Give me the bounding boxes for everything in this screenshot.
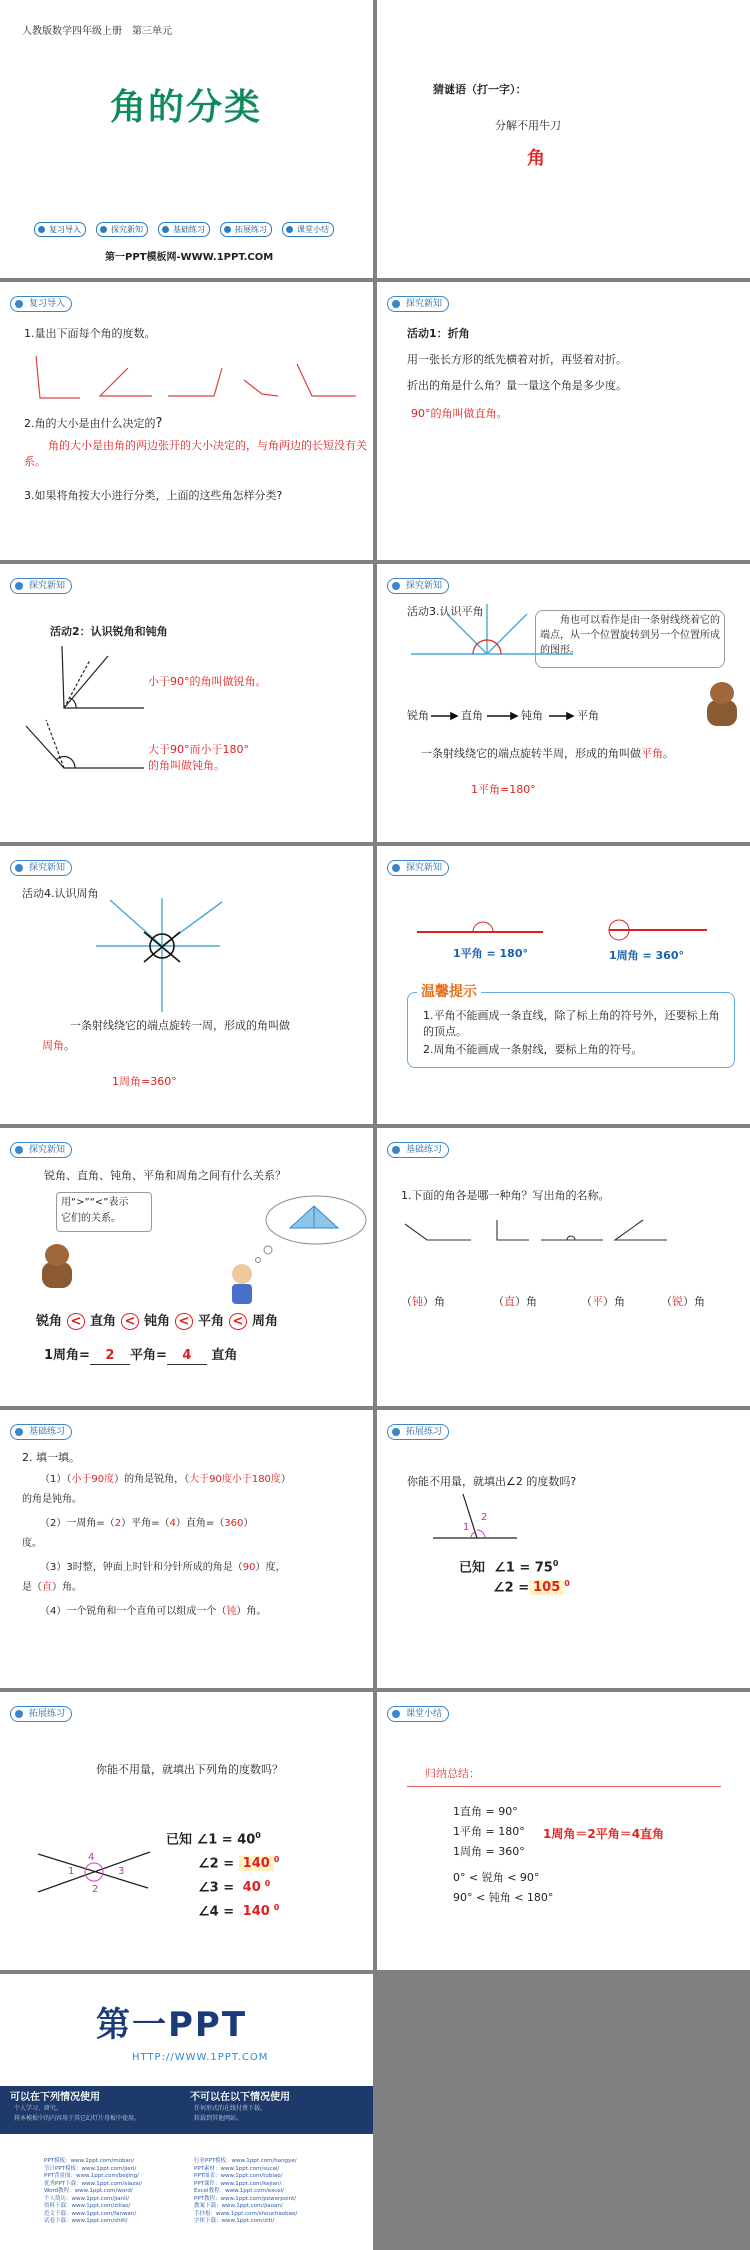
nav-extend[interactable]: 拓展练习 [220, 222, 272, 237]
given-line: 已知 ∠1 = $40^0$ [166, 1831, 261, 1848]
slide-summary[interactable] [377, 1692, 750, 1970]
heading-rule [407, 1786, 721, 1787]
answer-angle-3: ∠3 = 40 $^0$ [198, 1879, 271, 1896]
riddle-title: 猜谜语（打一字）： [433, 83, 527, 96]
label-4: 4 [88, 1852, 95, 1863]
item-2: （2）一周角=（2）平角=（4）直角=（360） [40, 1518, 254, 1529]
question-3: 3.如果将角按大小进行分类，上面的这些角怎样分类? [24, 489, 283, 502]
summary-line-1: 1直角 = 90° [453, 1805, 518, 1818]
label-2: 2 [92, 1884, 99, 1895]
slide-relationship[interactable] [0, 1128, 373, 1406]
nav-summary[interactable]: 课堂小结 [282, 222, 334, 237]
given-line: 已知 ∠1 = $75^0$ [459, 1559, 559, 1576]
section-tag: 探究新知 [387, 860, 449, 876]
label-1: 1 [68, 1866, 75, 1877]
question-2: 2.角的大小是由什么决定的? [24, 416, 163, 431]
nav-review[interactable]: 复习导入 [34, 222, 86, 237]
label-3: 3 [118, 1866, 125, 1877]
summary-relation: 1周角＝2平角＝4直角 [543, 1827, 665, 1841]
header-text: 人教版数学四年级上册 第三单元 [22, 26, 172, 37]
obtuse-definition-2: 的角叫做钝角。 [148, 759, 225, 772]
tip-2: 2.周角不能画成一条射线，要标上角的符号。 [423, 1043, 643, 1056]
answer-angle-2: ∠2 = 140 $^0$ [198, 1855, 280, 1872]
section-tag: 课堂小结 [387, 1706, 449, 1722]
item-1-end: 的角是钝角。 [22, 1494, 82, 1505]
answer-2: （直）角 [493, 1295, 537, 1308]
section-tag: 探究新知 [10, 1142, 72, 1158]
slide-fold-angle[interactable] [377, 282, 750, 560]
can-title: 可以在下列情况使用 [10, 2092, 100, 2103]
end-url[interactable]: HTTP://WWW.1PPT.COM [132, 2052, 269, 2063]
section-tag: 复习导入 [10, 296, 72, 312]
nav-explore[interactable]: 探究新知 [96, 222, 148, 237]
links-left[interactable]: PPT模板：www.1ppt.com/moban/ 节日PPT模板：www.1ppt.com/jieri/ PPT背景图：www.1ppt.com/beijing/ 优秀PPT下载：www.1ppt.com/xiazai/ Word教程：www.1ppt.com/word/ 个人简历：www.1ppt.com/jianli/ 资料下载：www.1ppt.com/ziliao/ 范文下载：www.1ppt.com/fanwen/ 试卷下载：www.1ppt.com/shiti/ [44, 2158, 143, 2224]
straight-angle-label: 1平角 = 180° [453, 947, 528, 960]
full-angle-definition: 一条射线绕它的端点旋转一周，形成的角叫做 [70, 1019, 290, 1032]
question: 2. 填一填。 [22, 1451, 80, 1464]
section-tag: 拓展练习 [10, 1706, 72, 1722]
section-tag: 探究新知 [10, 860, 72, 876]
chain-acute: 锐角 [407, 709, 429, 722]
section-tag: 探究新知 [387, 296, 449, 312]
full-angle-diagram [0, 846, 373, 1124]
summary-line-5: 90° < 钝角 < 180° [453, 1891, 554, 1904]
can-item-2: 将本模板中的内容用于其它幻灯片母板中使用。 [14, 2115, 141, 2122]
slide-title[interactable] [0, 0, 373, 278]
chain-right: 直角 [461, 709, 483, 722]
can-item-1: 个人学习、研究。 [14, 2105, 63, 2112]
chain-arrows [377, 564, 750, 842]
slide-fill-in[interactable] [0, 1410, 373, 1688]
chain-obtuse: 钝角 [521, 709, 543, 722]
relation-chain: 锐角 < 直角 < 钝角 < 平角 < 周角 [36, 1314, 278, 1329]
activity-title: 活动4.认识周角 [22, 887, 99, 900]
question: 你能不用量，就填出∠2 的度数吗? [407, 1475, 577, 1488]
item-2-end: 度。 [22, 1538, 42, 1549]
question-1: 1.量出下面每个角的度数。 [24, 327, 156, 340]
angle-label-1: 1 [463, 1522, 470, 1533]
summary-line-4: 0° < 锐角 < 90° [453, 1871, 540, 1884]
answer-1: （钝）角 [401, 1295, 445, 1308]
riddle-answer: 角 [527, 148, 545, 169]
angle-figures [377, 1128, 750, 1406]
cannot-item-2: 转载到其他网站。 [194, 2115, 243, 2122]
hint-bubble: 用“>”“<”表示 它们的关系。 [56, 1192, 152, 1232]
slide-end[interactable] [0, 1974, 373, 2250]
section-tag: 基础练习 [10, 1424, 72, 1440]
item-4: （4）一个锐角和一个直角可以组成一个（钝）角。 [40, 1606, 267, 1617]
relation-equation: 1周角= 2 平角= 4 直角 [44, 1348, 238, 1363]
activity-title: 活动1：折角 [407, 327, 470, 340]
riddle-text: 分解不用牛刀 [495, 119, 561, 132]
full-angle-label: 1周角 = 360° [609, 949, 684, 962]
angle-diagram [377, 1410, 750, 1688]
slide-full-angle[interactable] [0, 846, 373, 1124]
slide-acute-obtuse[interactable] [0, 564, 373, 842]
bear-illustration [705, 682, 739, 726]
item-3: （3）3时整，钟面上时针和分针所成的角是（90）度， [40, 1562, 286, 1573]
cannot-item-1: 任何形式的在线付费下载。 [194, 2105, 267, 2112]
item-1: （1）（小于90度）的角是锐角，（大于90度小于180度） [40, 1474, 291, 1485]
main-title: 角的分类 [110, 87, 263, 128]
slide-extension-1[interactable] [377, 1410, 750, 1688]
chain-straight: 平角 [577, 709, 599, 722]
summary-line-2: 1平角 = 180° [453, 1825, 525, 1838]
activity-title: 活动2：认识锐角和钝角 [50, 625, 168, 638]
full-angle-formula: 1周角=360° [112, 1075, 177, 1088]
links-right[interactable]: 行业PPT模板：www.1ppt.com/hangye/ PPT素材：www.1ppt.com/sucai/ PPT图表：www.1ppt.com/tubiao/ PPT课件：www.1ppt.com/kejian/ Excel教程：www.1ppt.com/excel/ PPT教程：www.1ppt.com/powerpoint/ 教案下载：www.1ppt.com/jiaoan/ 手抄报：www.1ppt.com/shouchaobao/ 字体下载：www.1ppt.com/ziti/ [194, 2158, 298, 2224]
angle-label-2: 2 [481, 1512, 488, 1523]
activity-title: 活动3.认识平角 [407, 605, 484, 618]
question: 1.下面的角各是哪一种角？写出角的名称。 [401, 1189, 610, 1202]
question: 你能不用量，就填出下列角的度数吗？ [96, 1763, 283, 1776]
angle-diagrams [0, 564, 373, 842]
answer-4: （锐）角 [661, 1295, 705, 1308]
slide-classify[interactable] [377, 1128, 750, 1406]
tip-1: 1.平角不能画成一条直线，除了标上角的符号外，还要标上角的顶点。 [423, 1009, 720, 1038]
section-tag: 基础练习 [387, 1142, 449, 1158]
answer-3: （平）角 [581, 1295, 625, 1308]
question: 锐角、直角、钝角、平角和周角之间有什么关系？ [44, 1169, 286, 1182]
tip-title: 温馨提示 [417, 984, 481, 1000]
answer-2: 角的大小是由角的两边张开的大小决定的，与角两边的长短没有关系。 [24, 439, 367, 468]
section-tag: 探究新知 [10, 578, 72, 594]
instruction-1: 用一张长方形的纸先横着对折，再竖着对折。 [407, 353, 627, 366]
summary-heading: 归纳总结： [425, 1767, 480, 1780]
answer-line: ∠2 = 105 $^0$ [493, 1579, 570, 1596]
section-tag: 探究新知 [387, 578, 449, 594]
usage-banner [0, 2086, 373, 2134]
summary-line-3: 1周角 = 360° [453, 1845, 525, 1858]
footer-text: 第一PPT模板网-WWW.1PPT.COM [105, 252, 274, 263]
straight-angle-definition: 一条射线绕它的端点旋转半周，形成的角叫做平角。 [421, 747, 674, 760]
speech-bubble: 角也可以看作是由一条射线绕着它的端点，从一个位置旋转到另一个位置所成的图形。 [535, 610, 725, 668]
acute-definition: 小于90°的角叫做锐角。 [148, 675, 267, 688]
item-3-end: 是（直）角。 [22, 1582, 82, 1593]
section-tag: 拓展练习 [387, 1424, 449, 1440]
nav-basic[interactable]: 基础练习 [158, 222, 210, 237]
slide-riddle[interactable] [377, 0, 750, 278]
slide-extension-2[interactable] [0, 1692, 373, 1970]
straight-angle-formula: 1平角=180° [471, 783, 536, 796]
slide-straight-angle[interactable] [377, 564, 750, 842]
obtuse-definition-1: 大于90°而小于180° [148, 743, 249, 756]
answer-angle-4: ∠4 = 140 $^0$ [198, 1903, 280, 1920]
instruction-2: 折出的角是什么角？量一量这个角是多少度。 [407, 379, 627, 392]
right-angle-definition: 90°的角叫做直角。 [411, 407, 508, 420]
slide-reminder[interactable] [377, 846, 750, 1124]
slide-review[interactable] [0, 282, 373, 560]
cannot-title: 不可以在以下情况使用 [190, 2092, 290, 2103]
end-logo: 第一PPT [96, 2005, 248, 2045]
full-angle-term: 周角。 [42, 1039, 75, 1052]
